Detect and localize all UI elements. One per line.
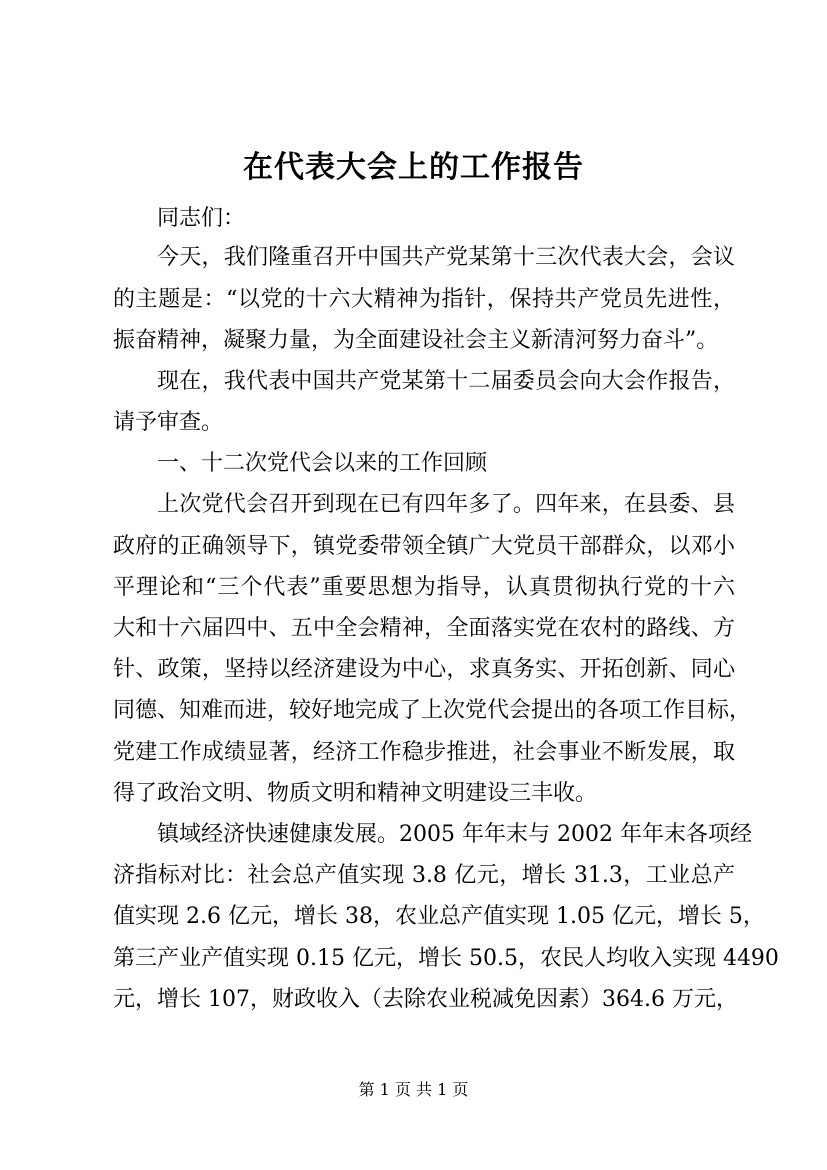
body-line: 党建工作成绩显著，经济工作稳步推进，社会事业不断发展，取 (113, 740, 735, 765)
body-line: 平理论和“三个代表”重要思想为指导，认真贯彻执行党的十六 (113, 575, 735, 600)
salutation-line: 同志们： (157, 206, 246, 231)
body-line: 政府的正确领导下，镇党委带领全镇广大党员干部群众，以邓小 (113, 534, 735, 559)
body-line: 现在，我代表中国共产党某第十二届委员会向大会作报告， (157, 369, 735, 394)
page-number-footer: 第 1 页 共 1 页 (358, 1080, 469, 1099)
body-line: 今天，我们隆重召开中国共产党某第十三次代表大会，会议 (157, 245, 735, 270)
body-line: 的主题是：“以党的十六大精神为指针，保持共产党员先进性， (113, 287, 735, 312)
body-line: 同德、知难而进，较好地完成了上次党代会提出的各项工作目标， (113, 698, 752, 723)
body-line: 镇域经济快速健康发展。2005 年年末与 2002 年年末各项经 (157, 822, 752, 847)
body-line: 请予审查。 (113, 410, 224, 435)
section-heading: 一、十二次党代会以来的工作回顾 (157, 451, 488, 476)
document-title: 在代表大会上的工作报告 (243, 150, 584, 185)
body-line: 得了政治文明、物质文明和精神文明建设三丰收。 (113, 781, 598, 806)
body-line: 第三产业产值实现 0.15 亿元，增长 50.5，农民人均收入实现 4490 (113, 946, 779, 971)
body-line: 大和十六届四中、五中全会精神，全面落实党在农村的路线、方 (113, 616, 735, 641)
body-line: 振奋精神，凝聚力量，为全面建设社会主义新清河努力奋斗”。 (113, 328, 719, 353)
body-line: 元，增长 107，财政收入（去除农业税减免因素）364.6 万元， (113, 987, 738, 1012)
body-line: 济指标对比：社会总产值实现 3.8 亿元，增长 31.3，工业总产 (113, 863, 735, 888)
body-line: 针、政策，坚持以经济建设为中心，求真务实、开拓创新、同心 (113, 657, 735, 682)
body-line: 上次党代会召开到现在已有四年多了。四年来，在县委、县 (157, 492, 735, 517)
body-line: 值实现 2.6 亿元，增长 38，农业总产值实现 1.05 亿元，增长 5， (113, 904, 765, 929)
